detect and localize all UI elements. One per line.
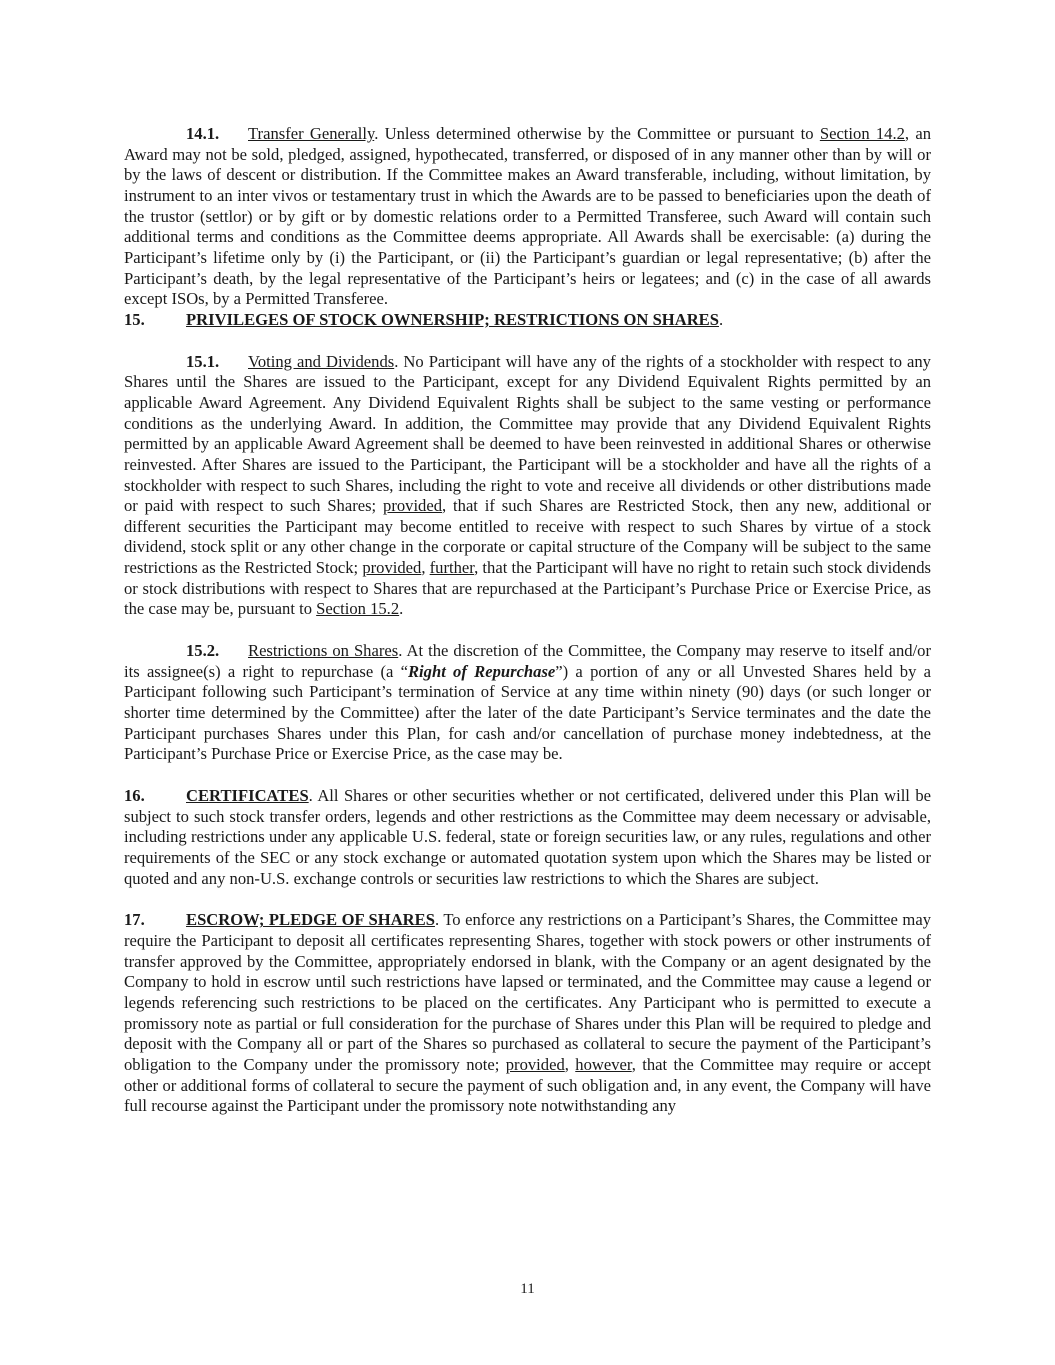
section-number: 14.1. (186, 124, 220, 143)
section-text: . At the discretion of the Committee, the Company may reserve to itself and/or its assignee(s) a right to repurchase (a “ (124, 641, 932, 681)
section-text: . To enforce any restrictions on a Participant’s Shares, the Committee may require the Participant to deposit all certificates representing Shares, together with stock powers or other instruments of transfer approved by the Committee, appropriately endorsed in blank, with the Company or an agent designated by the Company to hold in escrow until such restrictions have lapsed or terminated, and the Committee may cause a legend or legends referencing such restrictions to be placed on the certificates. Any Participant who is permitted to execute a promissory note as partial or full consideration for the purchase of Shares under this Plan will be required to pledge and deposit with the Company all or part of the Shares so purchased as collateral to secure the payment of the Participant’s obligation to the Company under the promissory note; (124, 910, 931, 1074)
section-title: CERTIFICATES (186, 786, 309, 806)
section-number: 16. (124, 786, 145, 806)
section-text: . All Shares or other securities whether or not certificated, delivered under this Plan will be subject to such stock transfer orders, legends and other restrictions as the Committee may deem necessary or advisable, including restrictions under any applicable U.S. federal, state or foreign securities law, or any rules, regulations and other requirements of the SEC or any stock exchange or automated quotation system upon which the Shares may be listed or quoted and any non-U.S. exchange controls or securities law restrictions to which the Shares are subject. (124, 786, 931, 888)
section-text: , that the Committee may require or accept other or additional forms of collateral to secure the payment of such obligation and, in any event, the Company will have full recourse against the Participant under the promissory note notwithstanding any (124, 1054, 932, 1116)
sentence-period: . (399, 599, 404, 619)
separator: , (421, 558, 430, 578)
section-text: . No Participant will have any of the rights of a stockholder with respect to any Shares until the Shares are issued to the Participant, except for any Dividend Equivalent Rights permitted by an applicable Award Agreement. Any Dividend Equivalent Rights shall be subject to the same vesting or performance conditions as the underlying Award. In addition, the Committee may provide that any Dividend Equivalent Rights permitted by an applicable Award Agreement shall be deemed to have been reinvested in additional Shares or otherwise reinvested. After Shares are issued to the Participant, the Participant will be a stockholder and have all the rights of a stockholder with respect to such Shares, including the right to vote and receive all dividends or other distributions made or paid with respect to such Shares; (124, 351, 931, 516)
section-15-heading (124, 310, 931, 331)
however-term: however (575, 1054, 632, 1074)
section-number: 17. (124, 910, 145, 930)
section-number: 15. (124, 309, 145, 329)
section-number: 15.1. (186, 351, 220, 371)
section-15-1 (124, 352, 931, 621)
further-term: further (429, 558, 475, 578)
heading-period: . (718, 309, 724, 329)
section-text: ”) a portion of any or all Unvested Shares held by a Participant following such Participant’s termination of Service at any time within ninety (90) days (or such longer or shorter time determined by the Committee) after the later of the date Participant’s Service terminates and the date the Participant purchases Shares under this Plan, for cash and/or cancellation of purchase money indebtedness, at the Participant’s Purchase Price or Exercise Price, as the case may be. (124, 661, 931, 764)
defined-term: Right of Repurchase (407, 661, 556, 681)
section-reference-link[interactable]: Section 14.2 (819, 124, 905, 143)
provided-term: provided (362, 558, 422, 578)
document-page (124, 124, 931, 1117)
section-title: Restrictions on Shares (248, 641, 399, 661)
section-title: Transfer Generally (248, 124, 375, 143)
section-title: ESCROW; PLEDGE OF SHARES (186, 910, 435, 930)
section-number: 15.2. (186, 641, 220, 661)
section-text: , that if such Shares are Restricted Stock, then any new, additional or different securities the Participant may become entitled to receive with respect to such Shares by virtue of a stock dividend, stock split or any other change in the corporate or capital structure of the Company will be subject to the same restrictions as the Restricted Stock; (124, 496, 931, 578)
page-number: 11 (520, 1281, 535, 1297)
section-title: Voting and Dividends (248, 351, 395, 371)
provided-term: provided (505, 1054, 565, 1074)
section-14-1 (124, 124, 931, 310)
section-text: , an Award may not be sold, pledged, assigned, hypothecated, transferred, or disposed of in any manner other than by will or by the laws of descent or distribution. If the Committee makes an Award transferable, including, without limitation, by instrument to an inter vivos or testamentary trust in which the Awards are to be passed to beneficiaries upon the death of the trustor (settlor) or by gift or by domestic relations order to a Permitted Transferee, such Award will contain such additional terms and conditions as the Committee deems appropriate. All Awards shall be exercisable: (a) during the Participant’s lifetime only by (i) the Participant, or (ii) the Participant’s guardian or legal representative; (b) after the Participant’s death, by the legal representative of the Participant’s heirs or legatees; and (c) in the case of all awards except ISOs, by a Permitted Transferee. (124, 124, 931, 309)
section-text: . Unless determined otherwise by the Committee or pursuant to (374, 124, 820, 143)
section-reference-link[interactable]: Section 15.2 (316, 599, 400, 619)
provided-term: provided (383, 496, 443, 516)
separator: , (564, 1054, 576, 1074)
section-text: , that the Participant will have no right to retain such stock dividends or stock distributions with respect to Shares that are repurchased at the Participant’s Purchase Price or Exercise Price, as the case may be, pursuant to (124, 558, 931, 619)
section-17 (124, 910, 931, 1117)
section-16 (124, 786, 931, 889)
section-title: PRIVILEGES OF STOCK OWNERSHIP; RESTRICTIONS ON SHARES (186, 309, 719, 329)
section-15-2 (124, 641, 931, 765)
